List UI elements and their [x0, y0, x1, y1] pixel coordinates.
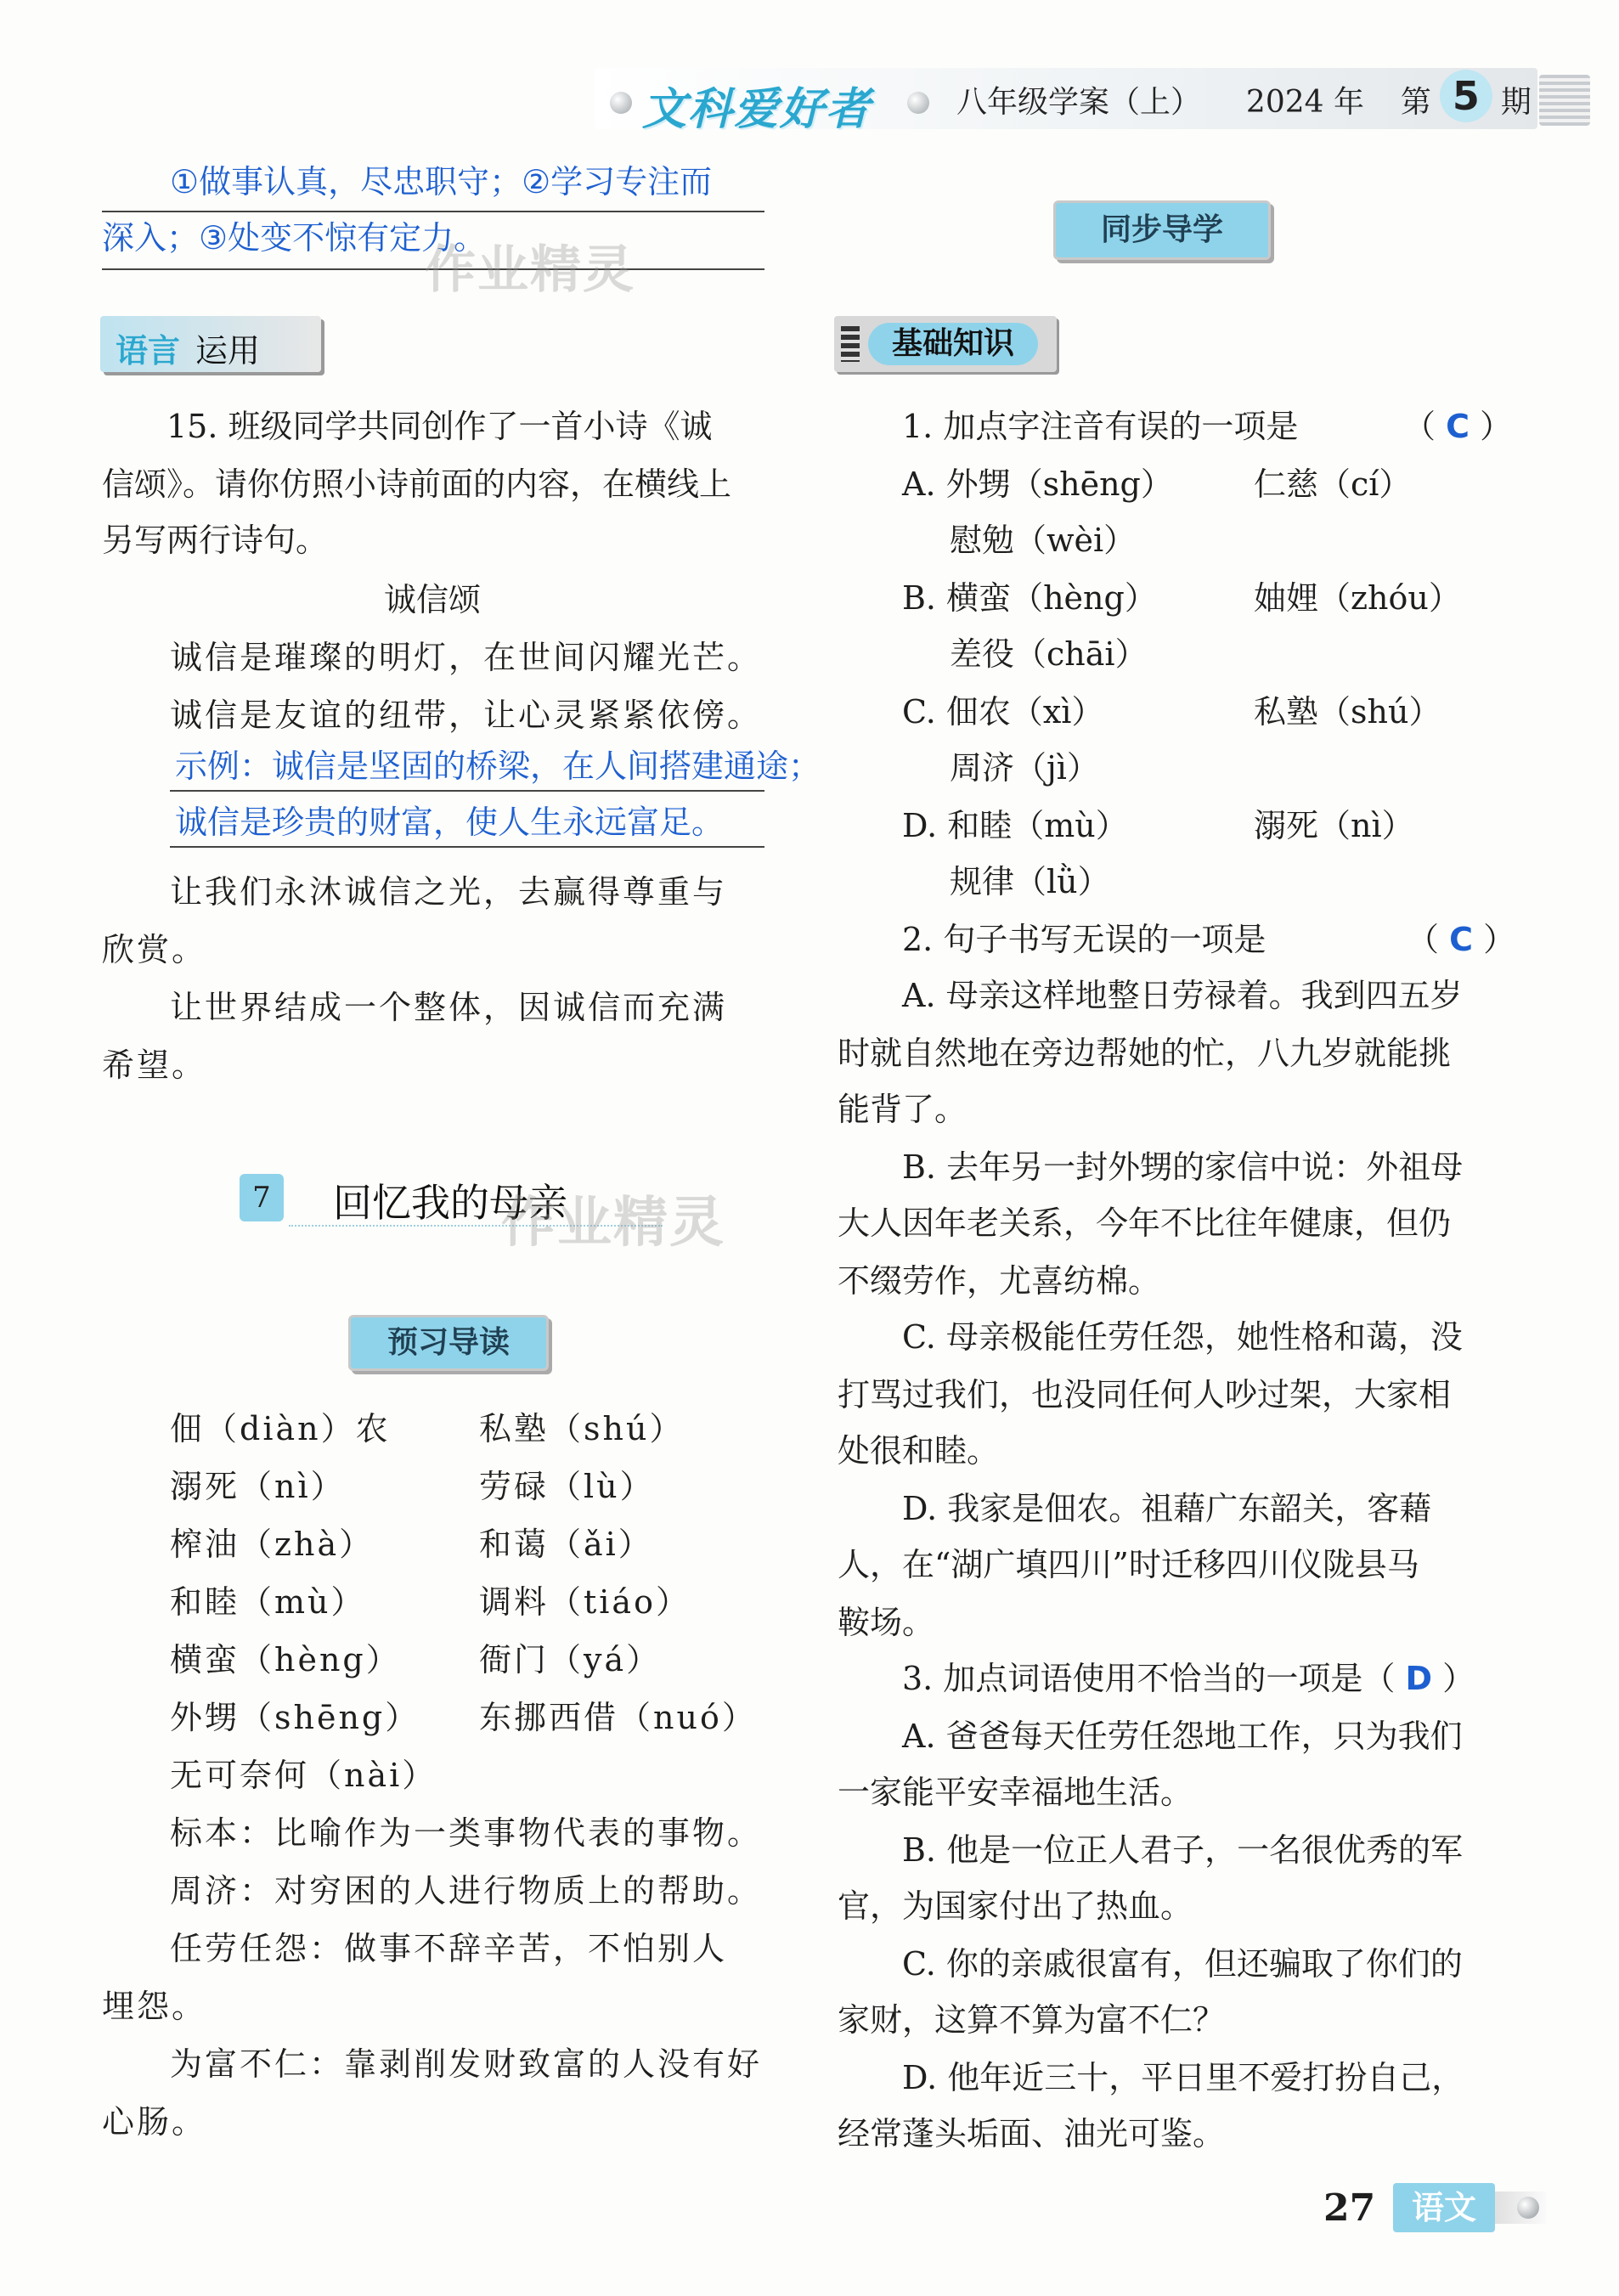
header-issue-prefix: 第 — [1400, 85, 1431, 120]
header-stripes — [1539, 75, 1590, 126]
q1-option: B. 横蛮（hèng） — [902, 579, 1157, 617]
section-tag-part2: 运用 — [195, 332, 261, 370]
definition-2: 周济：对穷困的人进行物质上的帮助。 — [170, 1872, 763, 1910]
q1-option: 差役（chāi） — [950, 635, 1148, 673]
vocab-item: 外甥（shēng） — [170, 1699, 420, 1736]
vocab-item: 榨油（zhà） — [170, 1526, 375, 1563]
q3-text: B. 他是一位正人君子，一名很优秀的军 — [902, 1831, 1464, 1869]
vocab-item: 横蛮（hèng） — [170, 1641, 401, 1678]
section-tag-basics — [834, 316, 1057, 372]
poem-answer-1: 示例：诚信是坚固的桥梁，在人间搭建通途； — [175, 747, 821, 785]
vocab-item: 佃（diàn）农 — [170, 1410, 391, 1447]
q15-line-2: 信颂》。请你仿照小诗前面的内容，在横线上 — [102, 465, 732, 503]
q1-option: 慰勉（wèi） — [950, 522, 1137, 559]
section-tag-basics-label: 基础知识 — [868, 323, 1038, 365]
page-number: 27 — [1323, 2186, 1376, 2230]
q2-text: D. 我家是佃农。祖藉广东韶关，客藉 — [902, 1490, 1432, 1527]
q3-stem — [902, 1660, 1475, 1697]
poem-line-3b: 欣赏。 — [102, 931, 207, 968]
q3-text: D. 他年近三十，平日里不爱打扮自己， — [902, 2059, 1464, 2096]
answer-line-1: ①做事认真，尽忠职守；②学习专注而 — [170, 163, 713, 200]
q3-answer: D — [1405, 1660, 1432, 1697]
film-strip-icon — [841, 326, 860, 362]
q3-text: 经常蓬头垢面、油光可鉴。 — [838, 2115, 1226, 2152]
definition-3a: 任劳任怨：做事不辞辛苦，不怕别人 — [170, 1930, 728, 1967]
q1-option: 规律（lǜ） — [950, 863, 1110, 900]
lesson-number: 7 — [240, 1174, 284, 1221]
q3-text: C. 你的亲戚很富有，但还骗取了你们的 — [902, 1945, 1463, 1983]
q1-option: 溺死（nì） — [1254, 807, 1414, 844]
definition-4a: 为富不仁：靠剥削发财致富的人没有好 — [170, 2045, 763, 2083]
vocab-item: 和睦（mù） — [170, 1583, 366, 1621]
vocab-item: 衙门（yá） — [479, 1641, 662, 1678]
header-issue-suffix: 期 — [1500, 85, 1532, 120]
q2-stem: 2. 句子书写无误的一项是 — [902, 921, 1266, 958]
header-year: 2024 年 — [1245, 85, 1364, 120]
vocab-item: 和蔼（ǎi） — [479, 1526, 653, 1563]
header-issue-info — [956, 73, 1532, 131]
section-tag-sync: 同步导学 — [1053, 200, 1271, 260]
q15-line-3: 另写两行诗句。 — [102, 522, 329, 559]
header-bullet-icon — [907, 92, 929, 114]
q2-answer-bracket: （ C ） — [1407, 921, 1516, 958]
definition-3b: 埋怨。 — [102, 1988, 207, 2025]
header-brand: 文科爱好者 — [642, 84, 872, 135]
vocab-item: 无可奈何（nài） — [170, 1757, 437, 1794]
q3-text: 家财，这算不算为富不仁？ — [838, 2001, 1226, 2039]
q1-option: 私塾（shú） — [1254, 693, 1441, 731]
q3-stem-text: 3. 加点词语使用不恰当的一项是（ — [902, 1660, 1396, 1697]
answer-underline — [102, 211, 764, 212]
q2-text: 处很和睦。 — [838, 1432, 1000, 1470]
q1-option: 妯娌（zhóu） — [1254, 579, 1461, 617]
q3-close: ） — [1442, 1660, 1475, 1697]
q1-option: C. 佃农（xì） — [902, 693, 1104, 731]
section-tag-language-use — [100, 316, 321, 372]
q2-text: 能背了。 — [838, 1091, 967, 1128]
q1-option: 仁慈（cí） — [1254, 465, 1412, 503]
vocab-item: 调料（tiáo） — [479, 1583, 691, 1621]
q3-text: 官，为国家付出了热血。 — [838, 1887, 1193, 1925]
q1-option: A. 外甥（shēng） — [902, 465, 1173, 503]
poem-title: 诚信颂 — [384, 581, 482, 618]
section-tag-preview: 预习导读 — [348, 1315, 549, 1371]
vocab-item: 东挪西借（nuó） — [479, 1699, 757, 1736]
definition-4b: 心肠。 — [102, 2103, 207, 2141]
header-issue-number: 5 — [1440, 70, 1492, 122]
q3-text: A. 爸爸每天任劳任怨地工作，只为我们 — [902, 1718, 1463, 1755]
q1-stem: 1. 加点字注音有误的一项是 — [902, 408, 1299, 445]
header-bullet-icon — [610, 92, 632, 114]
q2-text: 时就自然地在旁边帮她的忙，八九岁就能挑 — [838, 1035, 1452, 1072]
q1-option: D. 和睦（mù） — [902, 807, 1128, 844]
q2-text: 打骂过我们，也没同任何人吵过架，大家相 — [838, 1376, 1452, 1413]
answer-line-2: 深入；③处变不惊有定力。 — [102, 219, 487, 257]
section-tag-part1: 语言 — [116, 332, 181, 370]
q1-answer: C — [1446, 408, 1470, 445]
footer-bullet-icon — [1517, 2197, 1539, 2219]
vocab-item: 劳碌（lù） — [479, 1468, 655, 1505]
q3-text: 一家能平安幸福地生活。 — [838, 1774, 1193, 1811]
poem-line-4a: 让世界结成一个整体，因诚信而充满 — [170, 989, 728, 1026]
poem-line-1: 诚信是璀璨的明灯，在世间闪耀光芒。 — [170, 639, 763, 676]
watermark: 作业精灵 — [501, 1192, 725, 1255]
q1-option: 周济（jì） — [950, 749, 1099, 787]
poem-answer-underline — [170, 790, 764, 792]
poem-answer-underline — [170, 846, 764, 848]
q2-answer: C — [1449, 921, 1473, 958]
poem-line-4b: 希望。 — [102, 1046, 207, 1084]
q1-answer-bracket: （ C ） — [1403, 408, 1513, 445]
poem-line-2: 诚信是友谊的纽带，让心灵紧紧依傍。 — [170, 697, 763, 734]
header-grade: 八年级学案（上） — [956, 85, 1202, 120]
vocab-item: 私塾（shú） — [479, 1410, 685, 1447]
q2-text: 鞍场。 — [838, 1604, 935, 1641]
poem-answer-2: 诚信是珍贵的财富，使人生永远富足。 — [175, 804, 725, 841]
q2-text: C. 母亲极能任劳任怨，她性格和蔼，没 — [902, 1318, 1463, 1356]
q2-text: 不缀劳作，尤喜纺棉。 — [838, 1262, 1161, 1300]
watermark: 作业精灵 — [425, 240, 635, 300]
vocab-item: 溺死（nì） — [170, 1468, 346, 1505]
q2-text: A. 母亲这样地整日劳禄着。我到四五岁 — [902, 977, 1463, 1014]
definition-1: 标本：比喻作为一类事物代表的事物。 — [170, 1814, 763, 1852]
poem-line-3a: 让我们永沐诚信之光，去赢得尊重与 — [170, 873, 728, 911]
q15-line-1: 15. 班级同学共同创作了一首小诗《诚 — [166, 408, 713, 445]
q2-text: B. 去年另一封外甥的家信中说：外祖母 — [902, 1148, 1464, 1186]
subject-tag: 语文 — [1393, 2183, 1495, 2232]
lesson-title: 回忆我的母亲 — [333, 1180, 567, 1226]
q2-text: 人，在“湖广填四川”时迁移四川仪陇县马 — [838, 1546, 1419, 1583]
q2-text: 大人因年老关系，今年不比往年健康，但仍 — [838, 1204, 1452, 1242]
